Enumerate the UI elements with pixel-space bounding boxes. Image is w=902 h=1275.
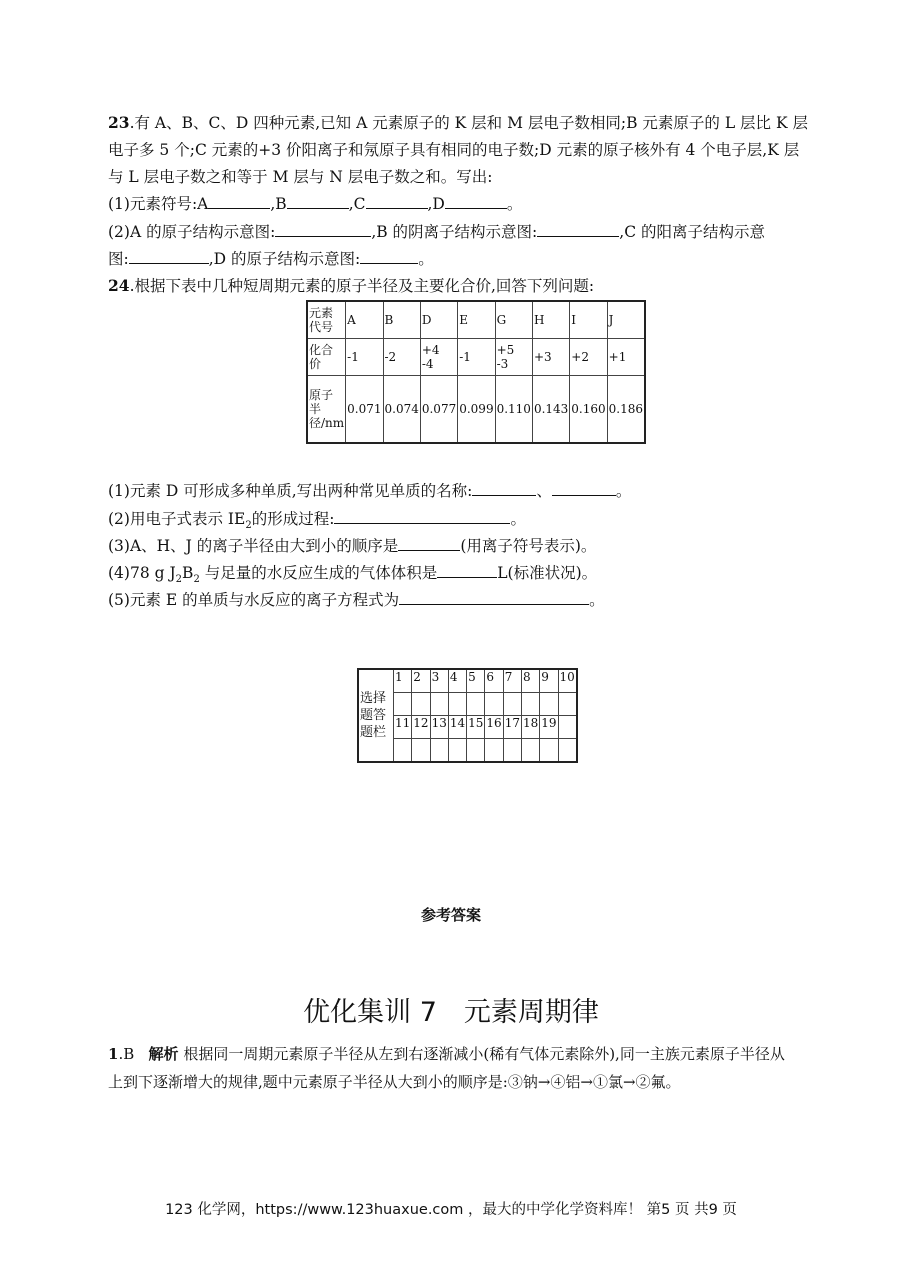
answer-cell[interactable] [412,739,430,763]
q23-number: 23 [108,113,130,132]
answer-blank[interactable] [445,192,507,209]
answer-cell[interactable] [448,693,466,716]
answer-cell[interactable] [521,693,539,716]
answer-blank[interactable] [275,220,371,237]
q23-line1: 23.有 A、B、C、D 四种元素,已知 A 元素原子的 K 层和 M 层电子数相同;B 元素原子的 L 层比 K 层 [108,113,808,132]
q24-number: 24 [108,276,130,295]
table-row: 化合价 -1 -2 +4 -4 -1 +5 -3 +3 +2 +1 [307,339,645,376]
answer-blank[interactable] [334,507,510,524]
q24-part4: (4)78 g $J_2B_2$ 与足量的水反应生成的气体体积是 L(标准状况)。 [108,560,597,593]
answer-cell[interactable] [503,693,521,716]
element-data-table [306,300,646,444]
answer-cell[interactable] [467,693,485,716]
answer-blank[interactable] [472,479,536,496]
q24-part5: (5)元素 E 的单质与水反应的离子方程式为 。 [108,587,605,613]
q24-part2: (2)用电子式表示 $IE_2$的形成过程: 。 [108,506,526,539]
section-title: 优化集训 7 元素周期律 [303,997,599,1028]
answer-blank[interactable] [287,192,349,209]
answer-cell[interactable] [412,693,430,716]
answer-1: 1.B 解析 根据同一周期元素原子半径从左到右逐渐减小(稀有气体元素除外),同一主族元素原子半径从上到下逐渐增大的规律,题中元素原子半径从大到小的顺序是:③钠→④铝→①氯→②氟。 [108,1045,785,1091]
reference-heading: 参考答案 [420,906,481,924]
q24-part1: (1)元素 D 可形成多种单质,写出两种常见单质的名称: 、 。 [108,478,631,504]
q23-line3: 与 L 层电子数之和等于 M 层与 N 层电子数之和。写出: [108,168,493,186]
answer-cell[interactable] [430,693,448,716]
answer-cell[interactable] [540,693,558,716]
table-row: 原子半径/nm 0.071 0.074 0.077 0.099 0.110 0.143 0.160 0.186 [307,376,645,444]
q23-part1: (1)元素符号:A ,B ,C ,D 。 [108,191,522,217]
answer-cell[interactable] [503,739,521,763]
answer-cell[interactable] [558,693,577,716]
answer-blank[interactable] [366,192,428,209]
answer-blank[interactable] [208,192,270,209]
answer-cell[interactable] [467,739,485,763]
answer-cell[interactable] [448,739,466,763]
answer-cell[interactable] [430,739,448,763]
answer-cell[interactable] [558,739,577,763]
answer-sheet-table [357,668,578,763]
answer-cell[interactable] [394,693,412,716]
answer-blank[interactable] [537,220,619,237]
answer-blank[interactable] [129,247,209,264]
answer-cell[interactable] [521,739,539,763]
table-row: 选择题答题栏 1 2 3 4 5 6 7 8 9 10 [358,669,577,693]
answer-blank[interactable] [399,588,589,605]
q23-line2: 电子多 5 个;C 元素的+3 价阳离子和氖原子具有相同的电子数;D 元素的原子核外有 4 个电子层,K 层 [108,141,800,159]
q23-part2: (2)A 的原子结构示意图: ,B 的阴离子结构示意图: ,C 的阳离子结构示意 [108,219,765,245]
answer-cell[interactable] [394,739,412,763]
answer-sheet-label: 选择题答题栏 [358,669,394,762]
answer-cell[interactable] [485,739,503,763]
table-row: 元素代号 A B D E G H I J [307,301,645,339]
q23-part2-cont: 图: ,D 的原子结构示意图: 。 [108,246,434,272]
answer-blank[interactable] [437,561,497,578]
answer-blank[interactable] [360,247,418,264]
answer-blank[interactable] [552,479,616,496]
answer-cell[interactable] [485,693,503,716]
answer-cell[interactable] [540,739,558,763]
answer-blank[interactable] [398,534,460,551]
table-row: 11 12 13 14 15 16 17 18 19 [358,716,577,739]
analysis-label: 解析 [148,1045,179,1063]
q24-part3: (3)A、H、J 的离子半径由大到小的顺序是 (用离子符号表示)。 [108,533,596,559]
q24-intro: 24.根据下表中几种短周期元素的原子半径及主要化合价,回答下列问题: [108,276,595,295]
page-footer: 123 化学网，https://www.123huaxue.com ，最大的中学化学资料库！ 第5 页 共9 页 [165,1202,737,1218]
